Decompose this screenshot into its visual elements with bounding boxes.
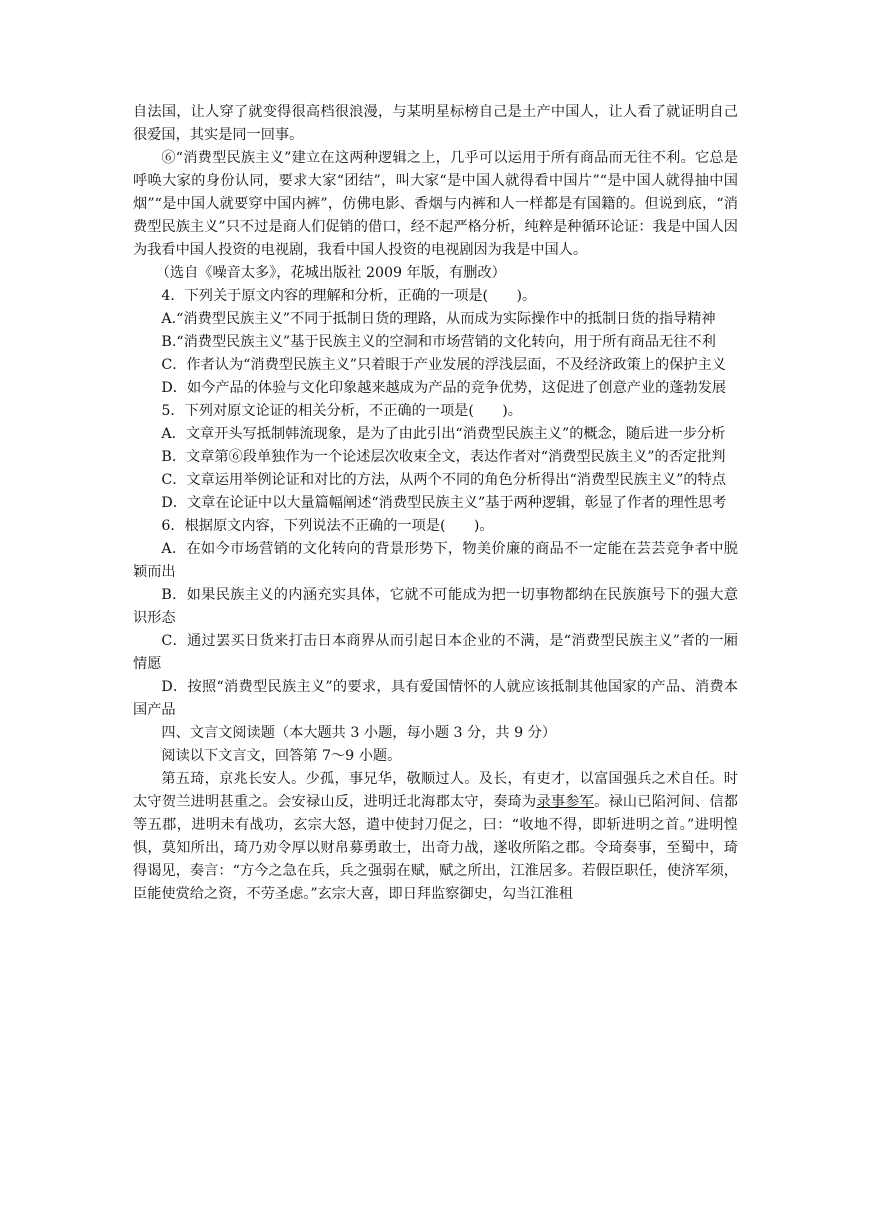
question-5-option-a: A．文章开头写抵制韩流现象，是为了由此引出“消费型民族主义”的概念，随后进一步分析	[161, 426, 726, 442]
question-4-option-b: B.“消费型民族主义”基于民族主义的空洞和市场营销的文化转向，用于所有商品无往不利	[161, 334, 716, 350]
classical-passage	[133, 768, 738, 906]
question-5-option-d: D．文章在论证中以大量篇幅阐述“消费型民族主义”基于两种逻辑，彰显了作者的理性思考	[161, 495, 727, 511]
classical-passage-part-2: 。禄山已陷河间、信都等五郡，进明未有战功，玄宗大怒，遣中使封刀促之，曰：“收地不得，即斩进明之首。”进明惶惧，莫知所出，琦乃劝令厚以财帛募勇敢士，出奇力战，遂收所陷之郡。令琦奏事，至蜀中，琦得谒见，奏言：“方今之急在兵，兵之强弱在赋，赋之所出，江淮居多。若假臣职任，使济军须，臣能使赏给之资，不劳圣虑。”玄宗大喜，即日拜监察御史，勾当江淮租	[133, 794, 738, 902]
question-5: 5．下列对原文论证的相关分析，不正确的一项是( )。	[161, 403, 522, 419]
question-4-option-d: D．如今产品的体验与文化印象越来越成为产品的竞争优势，这促进了创意产业的蓬勃发展	[161, 380, 727, 396]
paragraph-6: ⑥“消费型民族主义”建立在这两种逻辑之上，几乎可以运用于所有商品而无往不利。它总是呼唤大家的身份认同，要求大家“团结”，叫大家“是中国人就得看中国片”“是中国人就得抽中国烟”“是中国人就要穿中国内裤”，仿佛电影、香烟与内裤和人一样都是有国籍的。但说到底，“消费型民族主义”只不过是商人们促销的借口，经不起严格分析，纯粹是种循环论证：我是中国人因为我看中国人投资的电视剧，我看中国人投资的电视剧因为我是中国人。	[133, 150, 738, 258]
question-5-option-c: C．文章运用举例论证和对比的方法，从两个不同的角色分析得出“消费型民族主义”的特点	[161, 472, 726, 488]
question-6-option-d: D．按照“消费型民族主义”的要求，具有爱国情怀的人就应该抵制其他国家的产品、消费本国产品	[133, 679, 738, 718]
reading-instruction: 阅读以下文言文，回答第 7～9 小题。	[161, 748, 402, 764]
section-heading-classical-reading: 四、文言文阅读题（本大题共 3 小题，每小题 3 分，共 9 分）	[161, 725, 557, 741]
question-4-option-a: A.“消费型民族主义”不同于抵制日货的理路，从而成为实际操作中的抵制日货的指导精神	[161, 311, 716, 327]
underlined-term: 录事参军	[536, 794, 595, 810]
question-4: 4．下列关于原文内容的理解和分析，正确的一项是( )。	[161, 288, 537, 304]
question-5-option-b: B．文章第⑥段单独作为一个论述层次收束全文，表达作者对“消费型民族主义”的否定批判	[161, 449, 726, 465]
question-6-option-c: C．通过罢买日货来打击日本商界从而引起日本企业的不满，是“消费型民族主义”者的一厢情愿	[133, 633, 738, 672]
paragraph-continuation: 自法国，让人穿了就变得很高档很浪漫，与某明星标榜自己是土产中国人，让人看了就证明自己很爱国，其实是同一回事。	[133, 104, 738, 143]
question-4-option-c: C．作者认为“消费型民族主义”只着眼于产业发展的浮浅层面，不及经济政策上的保护主义	[161, 357, 726, 373]
classical-passage-part-1: 第五琦，京兆长安人。少孤，事兄华，敬顺过人。及长，有吏才，以富国强兵之术自任。时太守贺兰进明甚重之。会安禄山反，进明迁北海郡太守，奏琦为	[133, 771, 738, 810]
question-6-option-a: A．在如今市场营销的文化转向的背景形势下，物美价廉的商品不一定能在芸芸竞争者中脱颖而出	[133, 541, 738, 580]
source-citation: （选自《噪音太多》，花城出版社 2009 年版，有删改）	[155, 265, 506, 281]
question-6: 6．根据原文内容，下列说法不正确的一项是( )。	[161, 518, 494, 534]
document-page	[133, 101, 738, 906]
question-6-option-b: B．如果民族主义的内涵充实具体，它就不可能成为把一切事物都纳在民族旗号下的强大意识形态	[133, 587, 738, 626]
